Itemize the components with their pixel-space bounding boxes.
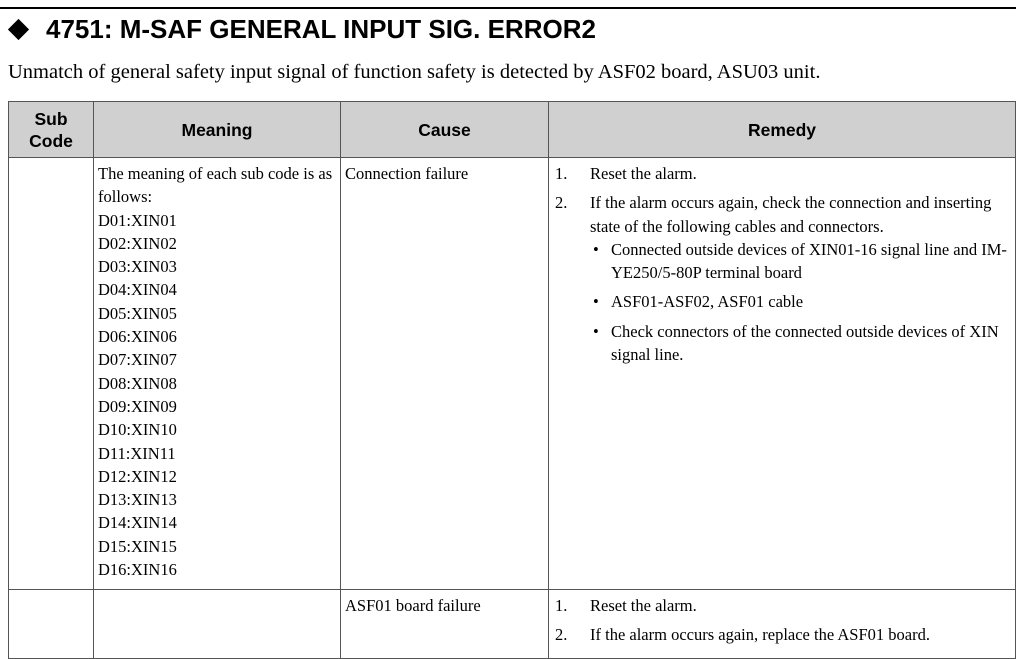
cause-cell: Connection failure	[341, 158, 549, 590]
remedy-step	[553, 162, 1011, 185]
check-item-text: ASF01-ASF02, ASF01 cable	[611, 292, 804, 312]
sub-code-item: D12:XIN12	[98, 466, 177, 486]
alarm-table	[8, 101, 1016, 659]
remedy-cell	[549, 158, 1016, 590]
step-number: 2.	[555, 625, 568, 645]
bullet-icon: •	[593, 292, 599, 312]
sub-code-item: D15:XIN15	[98, 536, 177, 556]
alarm-description: Unmatch of general safety input signal of function safety is detected by ASF02 board, ASU03 unit.	[8, 61, 821, 83]
step-text: If the alarm occurs again, replace the ASF01 board.	[590, 625, 930, 645]
remedy-step	[553, 623, 1011, 646]
alarm-heading	[8, 14, 596, 44]
alarm-title: 4751: M-SAF GENERAL INPUT SIG. ERROR2	[46, 13, 596, 44]
diamond-icon	[8, 18, 29, 39]
header-sub-code-line1: Sub	[34, 108, 68, 129]
check-item	[590, 290, 1011, 313]
sub-code-cell	[9, 590, 94, 659]
sub-code-item: D03:XIN03	[98, 257, 177, 277]
top-rule	[0, 7, 1016, 9]
check-item-list	[590, 238, 1011, 366]
step-number: 1.	[555, 164, 568, 183]
step-text: Reset the alarm.	[590, 596, 697, 615]
header-cause: Cause	[341, 102, 549, 158]
sub-code-item: D16:XIN16	[98, 560, 177, 580]
sub-code-item: D05:XIN05	[98, 303, 177, 323]
sub-code-item: D08:XIN08	[98, 373, 177, 393]
sub-code-item: D09:XIN09	[98, 396, 177, 416]
sub-code-item: D06:XIN06	[98, 327, 177, 347]
meaning-cell	[94, 158, 341, 590]
header-meaning: Meaning	[94, 102, 341, 158]
check-item	[590, 238, 1011, 285]
sub-code-item: D11:XIN11	[98, 443, 176, 463]
check-item-text: Connected outside devices of XIN01-16 signal line and IM-YE250/5-80P terminal board	[611, 239, 1007, 283]
header-sub-code	[9, 102, 94, 158]
bullet-icon: •	[593, 239, 599, 259]
bullet-icon: •	[593, 321, 599, 341]
sub-code-item: D10:XIN10	[98, 420, 177, 440]
check-item-text: Check connectors of the connected outside devices of XIN signal line.	[611, 321, 999, 365]
sub-code-item: D01:XIN01	[98, 210, 177, 230]
sub-code-item: D13:XIN13	[98, 490, 177, 510]
sub-code-item: D04:XIN04	[98, 280, 177, 300]
remedy-cell	[549, 590, 1016, 659]
header-remedy: Remedy	[549, 102, 1016, 158]
table-row	[9, 590, 1016, 659]
cause-cell: ASF01 board failure	[341, 590, 549, 659]
meaning-intro: The meaning of each sub code is as follows:	[98, 164, 333, 207]
header-sub-code-line2: Code	[29, 130, 73, 151]
remedy-step	[553, 191, 1011, 372]
meaning-cell	[94, 590, 341, 659]
step-number: 2.	[555, 193, 568, 213]
sub-code-item: D14:XIN14	[98, 513, 177, 533]
remedy-steps	[553, 162, 1011, 372]
table-header-row	[9, 102, 1016, 158]
step-text: If the alarm occurs again, check the connection and inserting state of the following cables and connectors.	[590, 193, 992, 236]
sub-code-cell	[9, 158, 94, 590]
table-row	[9, 158, 1016, 590]
sub-code-item: D02:XIN02	[98, 233, 177, 253]
step-text: Reset the alarm.	[590, 164, 697, 183]
remedy-step	[553, 594, 1011, 617]
sub-code-list	[98, 209, 336, 582]
sub-code-item: D07:XIN07	[98, 350, 177, 370]
remedy-steps	[553, 594, 1011, 647]
check-item	[590, 320, 1011, 367]
step-number: 1.	[555, 596, 568, 615]
